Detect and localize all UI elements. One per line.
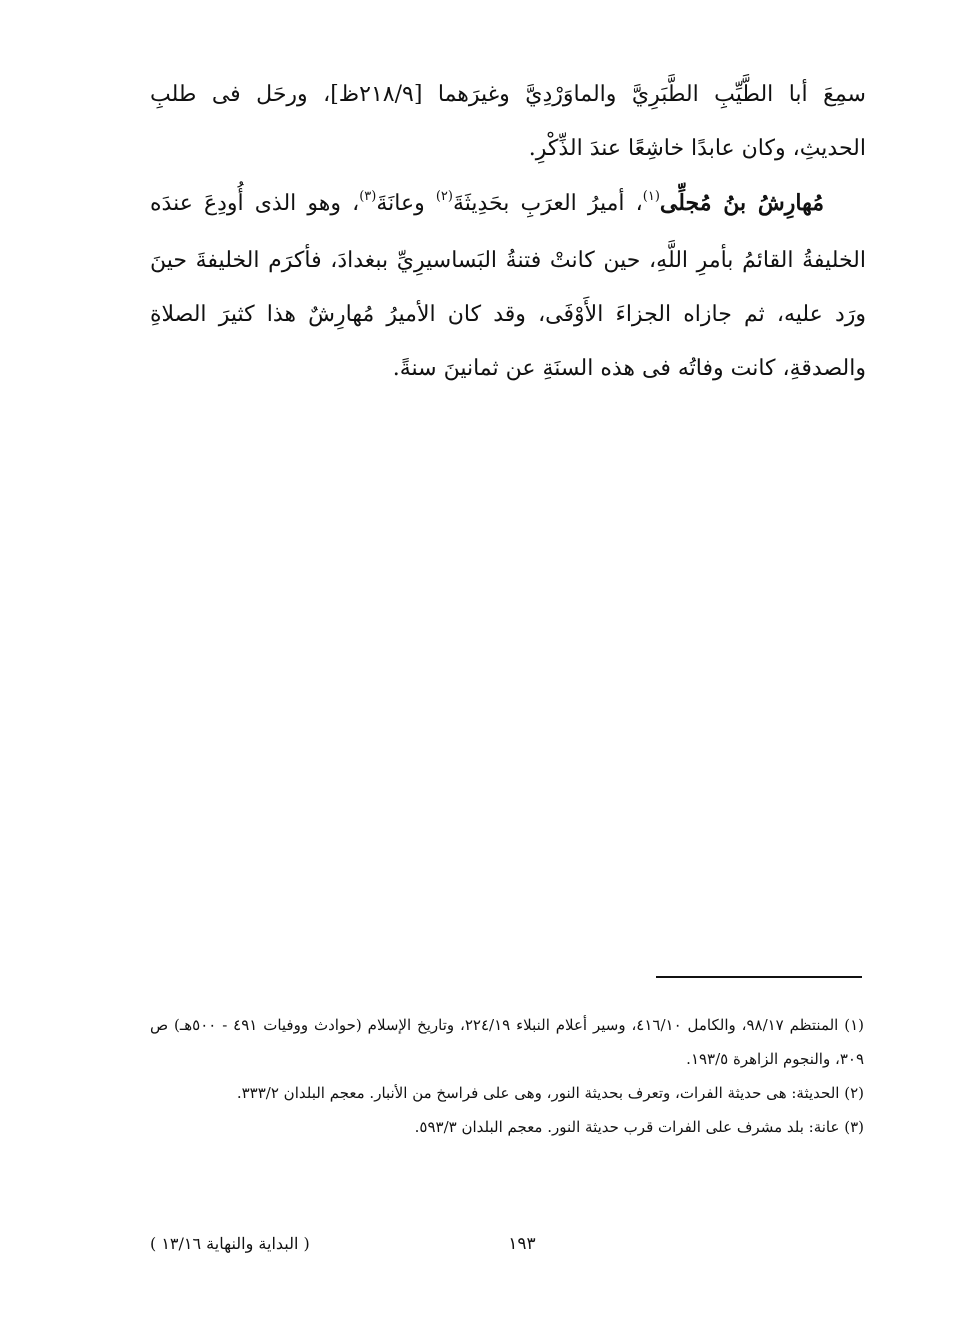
footnote-ref-1: (١) bbox=[642, 189, 660, 204]
footnote-ref-2: (٢) bbox=[435, 189, 453, 204]
footnotes bbox=[150, 1008, 864, 1144]
entry-text-3: ، وهو الذى أُودِعَ عندَه الخليفةُ القائمُ بأمرِ اللَّهِ، حين كانتْ فتنةُ البَساسيرِيِّ ببغدادَ، فأكرَم الخليفةَ حينَ ورَد عليه، ثم جازاه الجزاءَ الأَوْفَى، وقد كان الأميرُ مُهارِشٌ هذا كثيرَ الصلاةِ والصدقةِ، كانت وفاتُه فى هذه السنَةِ عن ثمانينَ سنةً. bbox=[150, 191, 866, 381]
footnote-ref-3: (٣) bbox=[359, 189, 377, 204]
entry-text-1: ، أميرُ العرَبِ بحَدِيثَةَ bbox=[452, 191, 643, 216]
footnote-2: (٢) الحديثة: هى حديثة الفرات، وتعرف بحديثة النور، وهى على فراسخ من الأنبار. معجم البلدان ٣٣٣/٢. bbox=[236, 1084, 864, 1102]
entry-name: مُهارِشُ بنُ مُجلِّى bbox=[659, 190, 825, 216]
page-footer bbox=[150, 1234, 864, 1264]
footnote-1: (١) المنتظم ٩٨/١٧، والكامل ٤١٦/١٠، وسير أعلام النبلاء ٢٢٤/١٩، وتاريخ الإسلام (حوادث ووفيات ٤٩١ - ٥٠٠هـ) ص ٣٠٩، والنجوم الزاهرة ١٩٣/٥. bbox=[150, 1016, 864, 1068]
footnote-divider bbox=[656, 976, 862, 978]
page-number: ١٩٣ bbox=[508, 1234, 536, 1254]
paragraph-2 bbox=[150, 176, 866, 396]
running-title: ( البداية والنهاية ١٣/١٦ ) bbox=[150, 1234, 310, 1253]
main-text bbox=[150, 68, 866, 396]
footnote-3: (٣) عانة: بلد مشرف على الفرات قرب حديثة النور. معجم البلدان ٥٩٣/٣. bbox=[414, 1118, 864, 1136]
entry-text-2: وعانَةَ bbox=[376, 191, 436, 216]
paragraph-1: سمِعَ أبا الطَّيِّبِ الطَّبَرِيَّ والماوَرْدِيَّ وغيرَهما [٢١٨/٩ظ]، ورحَل فى طلبِ الحديثِ، وكان عابدًا خاشِعًا عندَ الذِّكْرِ. bbox=[150, 82, 866, 161]
